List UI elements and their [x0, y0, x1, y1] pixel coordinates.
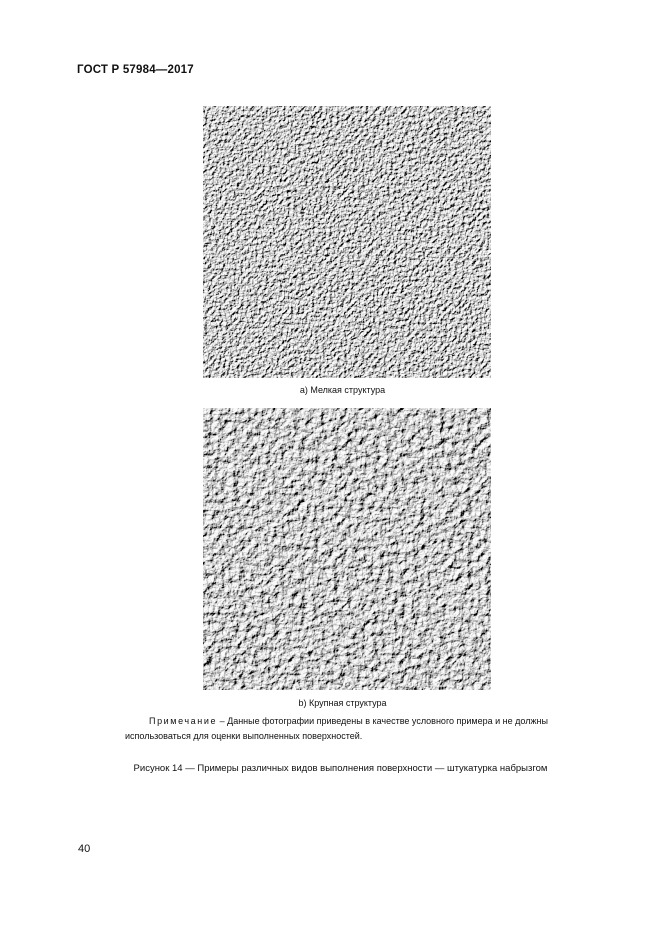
note-text: – Данные фотографии приведены в качестве условного примера и не должны использоваться для оценки выполненных поверхностей.: [125, 716, 548, 741]
subfigure-a-caption: a) Мелкая структура: [299, 385, 386, 395]
subfigure-b-caption: b) Крупная структура: [298, 698, 387, 708]
coarse-texture-image: [203, 408, 491, 690]
fine-texture-photo: [203, 106, 491, 378]
document-header: ГОСТ Р 57984—2017: [77, 64, 194, 76]
coarse-texture-photo: [203, 408, 491, 690]
page-number: 40: [78, 843, 91, 855]
figure-note: [125, 714, 565, 743]
figure-title: Рисунок 14 — Примеры различных видов выполнения поверхности — штукатурка набрызгом: [133, 763, 548, 774]
note-lead: Примечание: [149, 716, 218, 726]
fine-texture-image: [203, 106, 491, 378]
